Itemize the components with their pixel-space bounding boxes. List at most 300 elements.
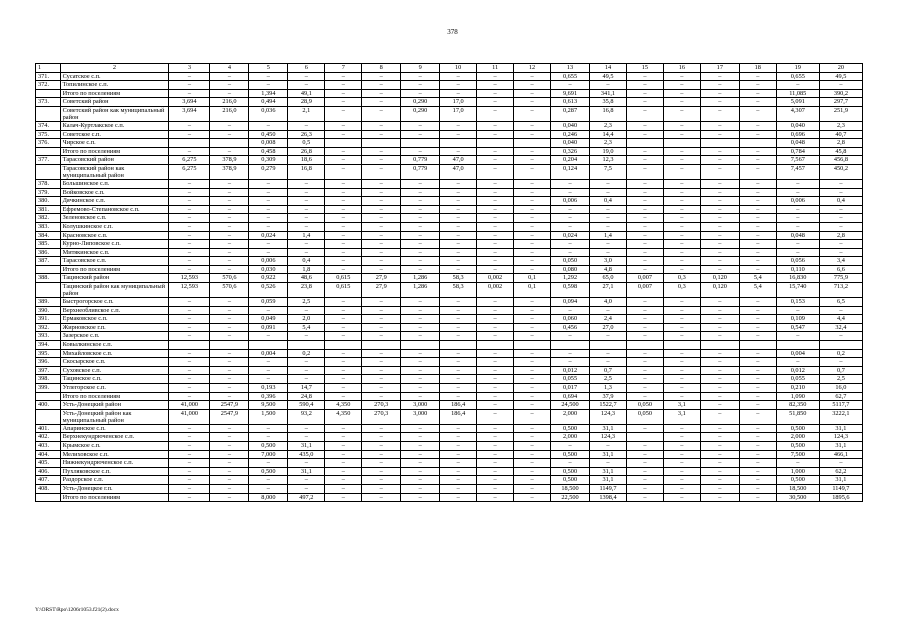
table-row [36, 274, 863, 283]
row-number [36, 265, 61, 274]
value-cell: – [514, 265, 551, 274]
value-cell: – [663, 384, 700, 393]
value-cell: – [626, 164, 663, 179]
value-cell: 1,4 [590, 231, 627, 240]
value-cell: – [362, 298, 401, 307]
value-cell: – [440, 72, 477, 81]
value-cell: 1,090 [776, 392, 819, 401]
value-cell: 35,8 [590, 98, 627, 107]
value-cell: 31,1 [590, 467, 627, 476]
value-cell [514, 341, 551, 350]
value-cell: – [210, 450, 249, 459]
column-number: 10 [440, 64, 477, 73]
table-row [36, 441, 863, 450]
value-cell: – [626, 467, 663, 476]
value-cell: 0,193 [249, 384, 288, 393]
value-cell: – [362, 493, 401, 502]
value-cell: – [514, 493, 551, 502]
entity-name: Итого по поселениям [60, 147, 169, 156]
value-cell: – [590, 188, 627, 197]
value-cell: – [700, 315, 739, 324]
value-cell: 378,9 [210, 156, 249, 165]
column-number: 1 [36, 64, 61, 73]
value-cell: 51,850 [776, 409, 819, 424]
value-cell: – [477, 156, 514, 165]
value-cell: – [819, 188, 862, 197]
value-cell: – [440, 433, 477, 442]
value-cell: 0,7 [819, 366, 862, 375]
value-cell [288, 341, 325, 350]
value-cell: – [514, 248, 551, 257]
value-cell: – [210, 441, 249, 450]
value-cell: – [663, 214, 700, 223]
value-cell [626, 433, 663, 442]
value-cell: – [210, 147, 249, 156]
value-cell: – [169, 205, 210, 214]
value-cell: – [169, 484, 210, 493]
value-cell: 0,287 [551, 106, 590, 121]
value-cell: 0,006 [249, 257, 288, 266]
row-number: 403. [36, 441, 61, 450]
entity-name: Тарасовское с.п. [60, 257, 169, 266]
value-cell: 16,8 [590, 106, 627, 121]
value-cell: – [477, 484, 514, 493]
value-cell: 62,2 [819, 467, 862, 476]
value-cell: – [551, 222, 590, 231]
value-cell: 18,500 [551, 484, 590, 493]
entity-name: Михайловское с.п. [60, 349, 169, 358]
entity-name: Углегорское с.п. [60, 384, 169, 393]
value-cell: – [477, 315, 514, 324]
value-cell: – [663, 306, 700, 315]
table-row [36, 205, 863, 214]
value-cell: – [700, 409, 739, 424]
value-cell: – [325, 493, 362, 502]
table-row [36, 81, 863, 90]
value-cell: 0,153 [776, 298, 819, 307]
value-cell: – [477, 147, 514, 156]
value-cell: – [626, 147, 663, 156]
column-number: 20 [819, 64, 862, 73]
value-cell: – [739, 248, 776, 257]
value-cell: – [700, 257, 739, 266]
value-cell: – [590, 248, 627, 257]
value-cell: 0,055 [551, 375, 590, 384]
value-cell: 16,8 [288, 164, 325, 179]
value-cell: 45,8 [819, 147, 862, 156]
value-cell: – [325, 450, 362, 459]
value-cell: – [169, 72, 210, 81]
value-cell: – [440, 89, 477, 98]
entity-name: Советское с.п. [60, 130, 169, 139]
value-cell: – [514, 188, 551, 197]
value-cell: – [626, 257, 663, 266]
row-number: 394. [36, 341, 61, 350]
value-cell: 0,024 [249, 231, 288, 240]
value-cell: 9,691 [551, 89, 590, 98]
entity-name: Колушкинское с.п. [60, 222, 169, 231]
value-cell: 49,1 [288, 89, 325, 98]
value-cell: – [288, 484, 325, 493]
value-cell: – [551, 240, 590, 249]
value-cell: – [210, 121, 249, 130]
row-number: 372. [36, 81, 61, 90]
value-cell: 31,1 [288, 467, 325, 476]
value-cell: – [739, 358, 776, 367]
value-cell: 0,120 [700, 283, 739, 298]
value-cell: – [739, 81, 776, 90]
value-cell: – [551, 188, 590, 197]
table-row [36, 315, 863, 324]
header-row [36, 64, 863, 73]
entity-name: Ковылкинское с.п. [60, 341, 169, 350]
row-number: 390. [36, 306, 61, 315]
value-cell: – [169, 147, 210, 156]
value-cell: – [325, 179, 362, 188]
value-cell: – [700, 248, 739, 257]
entity-name: Крымское с.п. [60, 441, 169, 450]
entity-name: Ермаковское с.п. [60, 315, 169, 324]
value-cell: – [288, 121, 325, 130]
value-cell: 0,056 [776, 257, 819, 266]
entity-name: Чирское с.п. [60, 139, 169, 148]
value-cell: – [739, 424, 776, 433]
value-cell: 48,6 [288, 274, 325, 283]
value-cell: – [700, 366, 739, 375]
value-cell: – [514, 424, 551, 433]
value-cell: – [210, 222, 249, 231]
value-cell: – [288, 188, 325, 197]
value-cell: – [249, 248, 288, 257]
value-cell: – [401, 240, 440, 249]
value-cell: – [700, 433, 739, 442]
value-cell: 12,3 [590, 156, 627, 165]
value-cell: 0,456 [551, 323, 590, 332]
value-cell: – [401, 121, 440, 130]
value-cell: – [700, 467, 739, 476]
value-cell: 0,500 [551, 450, 590, 459]
value-cell: – [169, 366, 210, 375]
value-cell: – [325, 315, 362, 324]
value-cell: – [739, 493, 776, 502]
value-cell [325, 341, 362, 350]
value-cell: 0,779 [401, 156, 440, 165]
value-cell [401, 341, 440, 350]
value-cell: – [776, 179, 819, 188]
table-row [36, 450, 863, 459]
value-cell: – [819, 81, 862, 90]
table-row [36, 72, 863, 81]
value-cell: 40,7 [819, 130, 862, 139]
value-cell: – [249, 72, 288, 81]
value-cell: 0,004 [776, 349, 819, 358]
value-cell: 37,9 [590, 392, 627, 401]
value-cell: – [325, 257, 362, 266]
value-cell: – [663, 130, 700, 139]
entity-name: Тарасовский район [60, 156, 169, 165]
value-cell: – [169, 467, 210, 476]
column-number: 2 [60, 64, 169, 73]
table-row [36, 164, 863, 179]
value-cell: – [210, 358, 249, 367]
value-cell: – [401, 384, 440, 393]
value-cell: 6,5 [819, 298, 862, 307]
value-cell: – [739, 205, 776, 214]
value-cell: 0,246 [551, 130, 590, 139]
value-cell: – [401, 450, 440, 459]
value-cell: – [401, 476, 440, 485]
value-cell: – [477, 424, 514, 433]
value-cell [819, 341, 862, 350]
value-cell: – [626, 265, 663, 274]
value-cell: – [626, 332, 663, 341]
value-cell [700, 139, 739, 148]
column-number: 7 [325, 64, 362, 73]
value-cell: – [626, 459, 663, 468]
value-cell: 0,500 [249, 441, 288, 450]
value-cell: – [477, 265, 514, 274]
value-cell: – [514, 130, 551, 139]
value-cell: – [514, 205, 551, 214]
row-number: 400. [36, 401, 61, 410]
value-cell: – [626, 358, 663, 367]
value-cell: – [739, 106, 776, 121]
value-cell: – [739, 231, 776, 240]
value-cell: – [739, 240, 776, 249]
value-cell: 58,3 [440, 283, 477, 298]
value-cell: – [362, 375, 401, 384]
value-cell: – [362, 130, 401, 139]
value-cell: – [401, 493, 440, 502]
value-cell: – [288, 240, 325, 249]
value-cell: – [169, 358, 210, 367]
table-row [36, 222, 863, 231]
value-cell: – [440, 205, 477, 214]
value-cell: 6,275 [169, 156, 210, 165]
value-cell: – [169, 375, 210, 384]
value-cell: – [440, 214, 477, 223]
value-cell: 4,350 [325, 401, 362, 410]
value-cell: 0,779 [401, 164, 440, 179]
value-cell: – [663, 231, 700, 240]
value-cell: 0,458 [249, 147, 288, 156]
value-cell: – [590, 81, 627, 90]
value-cell: – [663, 298, 700, 307]
value-cell: – [210, 366, 249, 375]
value-cell: – [440, 179, 477, 188]
entity-name: Скосырское с.п. [60, 358, 169, 367]
value-cell: – [325, 197, 362, 206]
value-cell: 0,050 [626, 409, 663, 424]
value-cell: 2,3 [819, 121, 862, 130]
value-cell: 0,547 [776, 323, 819, 332]
value-cell: – [169, 476, 210, 485]
value-cell: – [626, 179, 663, 188]
value-cell: – [401, 459, 440, 468]
value-cell: 17,0 [440, 106, 477, 121]
value-cell: 14,7 [288, 384, 325, 393]
value-cell: – [249, 197, 288, 206]
value-cell: 2,8 [819, 139, 862, 148]
value-cell: – [514, 106, 551, 121]
row-number: 371. [36, 72, 61, 81]
value-cell: – [626, 231, 663, 240]
value-cell: 32,4 [819, 323, 862, 332]
value-cell: – [477, 231, 514, 240]
value-cell: – [776, 205, 819, 214]
value-cell: 2,8 [819, 231, 862, 240]
value-cell: – [440, 441, 477, 450]
value-cell: 31,1 [288, 441, 325, 450]
value-cell: – [440, 121, 477, 130]
row-number: 384. [36, 231, 61, 240]
value-cell: – [325, 375, 362, 384]
column-number: 9 [401, 64, 440, 73]
value-cell: – [739, 164, 776, 179]
value-cell: 435,0 [288, 450, 325, 459]
value-cell: – [514, 323, 551, 332]
table-row [36, 484, 863, 493]
value-cell: – [210, 459, 249, 468]
value-cell: – [210, 349, 249, 358]
value-cell: – [626, 98, 663, 107]
table-row [36, 197, 863, 206]
value-cell: 82,350 [776, 401, 819, 410]
row-number: 381. [36, 205, 61, 214]
value-cell: 7,500 [776, 450, 819, 459]
value-cell: – [249, 358, 288, 367]
table-row [36, 98, 863, 107]
value-cell: 0,006 [776, 197, 819, 206]
value-cell: 2,5 [590, 375, 627, 384]
value-cell: – [401, 366, 440, 375]
value-cell: – [362, 156, 401, 165]
value-cell: 5117,7 [819, 401, 862, 410]
value-cell: – [249, 459, 288, 468]
value-cell: – [401, 358, 440, 367]
value-cell: – [776, 306, 819, 315]
value-cell: 0,2 [288, 349, 325, 358]
value-cell: – [477, 257, 514, 266]
column-number: 16 [663, 64, 700, 73]
value-cell: 0,080 [551, 265, 590, 274]
value-cell: – [477, 450, 514, 459]
value-cell: 0,210 [776, 384, 819, 393]
value-cell: – [325, 156, 362, 165]
value-cell: – [514, 179, 551, 188]
value-cell: – [362, 231, 401, 240]
table-row [36, 306, 863, 315]
column-number: 5 [249, 64, 288, 73]
value-cell: – [210, 298, 249, 307]
value-cell: – [514, 358, 551, 367]
table-row [36, 366, 863, 375]
value-cell: – [440, 265, 477, 274]
value-cell: – [362, 476, 401, 485]
value-cell: – [362, 188, 401, 197]
row-number: 407. [36, 476, 61, 485]
value-cell: – [169, 298, 210, 307]
value-cell: – [663, 156, 700, 165]
value-cell: – [626, 441, 663, 450]
value-cell: – [477, 459, 514, 468]
value-cell: 3,1 [663, 409, 700, 424]
value-cell: – [288, 476, 325, 485]
entity-name: Курно-Липовское с.п. [60, 240, 169, 249]
value-cell: – [514, 306, 551, 315]
value-cell: – [626, 424, 663, 433]
value-cell: – [362, 392, 401, 401]
row-number: 392. [36, 323, 61, 332]
value-cell: – [440, 188, 477, 197]
table-row [36, 349, 863, 358]
value-cell: – [401, 130, 440, 139]
value-cell: – [626, 493, 663, 502]
value-cell: – [440, 484, 477, 493]
value-cell: – [288, 375, 325, 384]
value-cell: – [626, 89, 663, 98]
value-cell: – [819, 358, 862, 367]
value-cell: – [210, 205, 249, 214]
value-cell: – [325, 384, 362, 393]
value-cell: – [249, 121, 288, 130]
value-cell: – [325, 306, 362, 315]
value-cell: – [325, 214, 362, 223]
value-cell: – [477, 164, 514, 179]
value-cell: – [325, 188, 362, 197]
value-cell: 1,292 [551, 274, 590, 283]
row-number [36, 106, 61, 121]
value-cell: – [440, 147, 477, 156]
value-cell: – [288, 205, 325, 214]
value-cell: – [362, 306, 401, 315]
value-cell: – [514, 121, 551, 130]
value-cell: – [663, 197, 700, 206]
value-cell: – [663, 72, 700, 81]
value-cell: – [288, 366, 325, 375]
value-cell: 0,007 [626, 274, 663, 283]
value-cell: – [477, 323, 514, 332]
value-cell: – [776, 459, 819, 468]
value-cell: – [551, 441, 590, 450]
entity-name: Тацинский район как муниципальный район [60, 283, 169, 298]
value-cell: 2547,9 [210, 401, 249, 410]
row-number: 406. [36, 467, 61, 476]
value-cell: 0,091 [249, 323, 288, 332]
value-cell: – [210, 467, 249, 476]
value-cell: – [514, 332, 551, 341]
value-cell: 2,000 [551, 433, 590, 442]
value-cell: 0,500 [776, 476, 819, 485]
value-cell: – [288, 179, 325, 188]
value-cell: 0,120 [700, 274, 739, 283]
value-cell: 0,1 [514, 274, 551, 283]
row-number [36, 392, 61, 401]
entity-name: Усть-Донецкое г.п. [60, 484, 169, 493]
value-cell: 0,1 [514, 283, 551, 298]
value-cell: – [440, 323, 477, 332]
value-cell: – [362, 384, 401, 393]
value-cell: 3,694 [169, 106, 210, 121]
value-cell: 18,500 [776, 484, 819, 493]
value-cell: – [288, 332, 325, 341]
value-cell: – [700, 81, 739, 90]
value-cell: 0,615 [325, 283, 362, 298]
value-cell: – [626, 156, 663, 165]
value-cell: – [401, 433, 440, 442]
value-cell: 0,204 [551, 156, 590, 165]
value-cell: – [440, 298, 477, 307]
